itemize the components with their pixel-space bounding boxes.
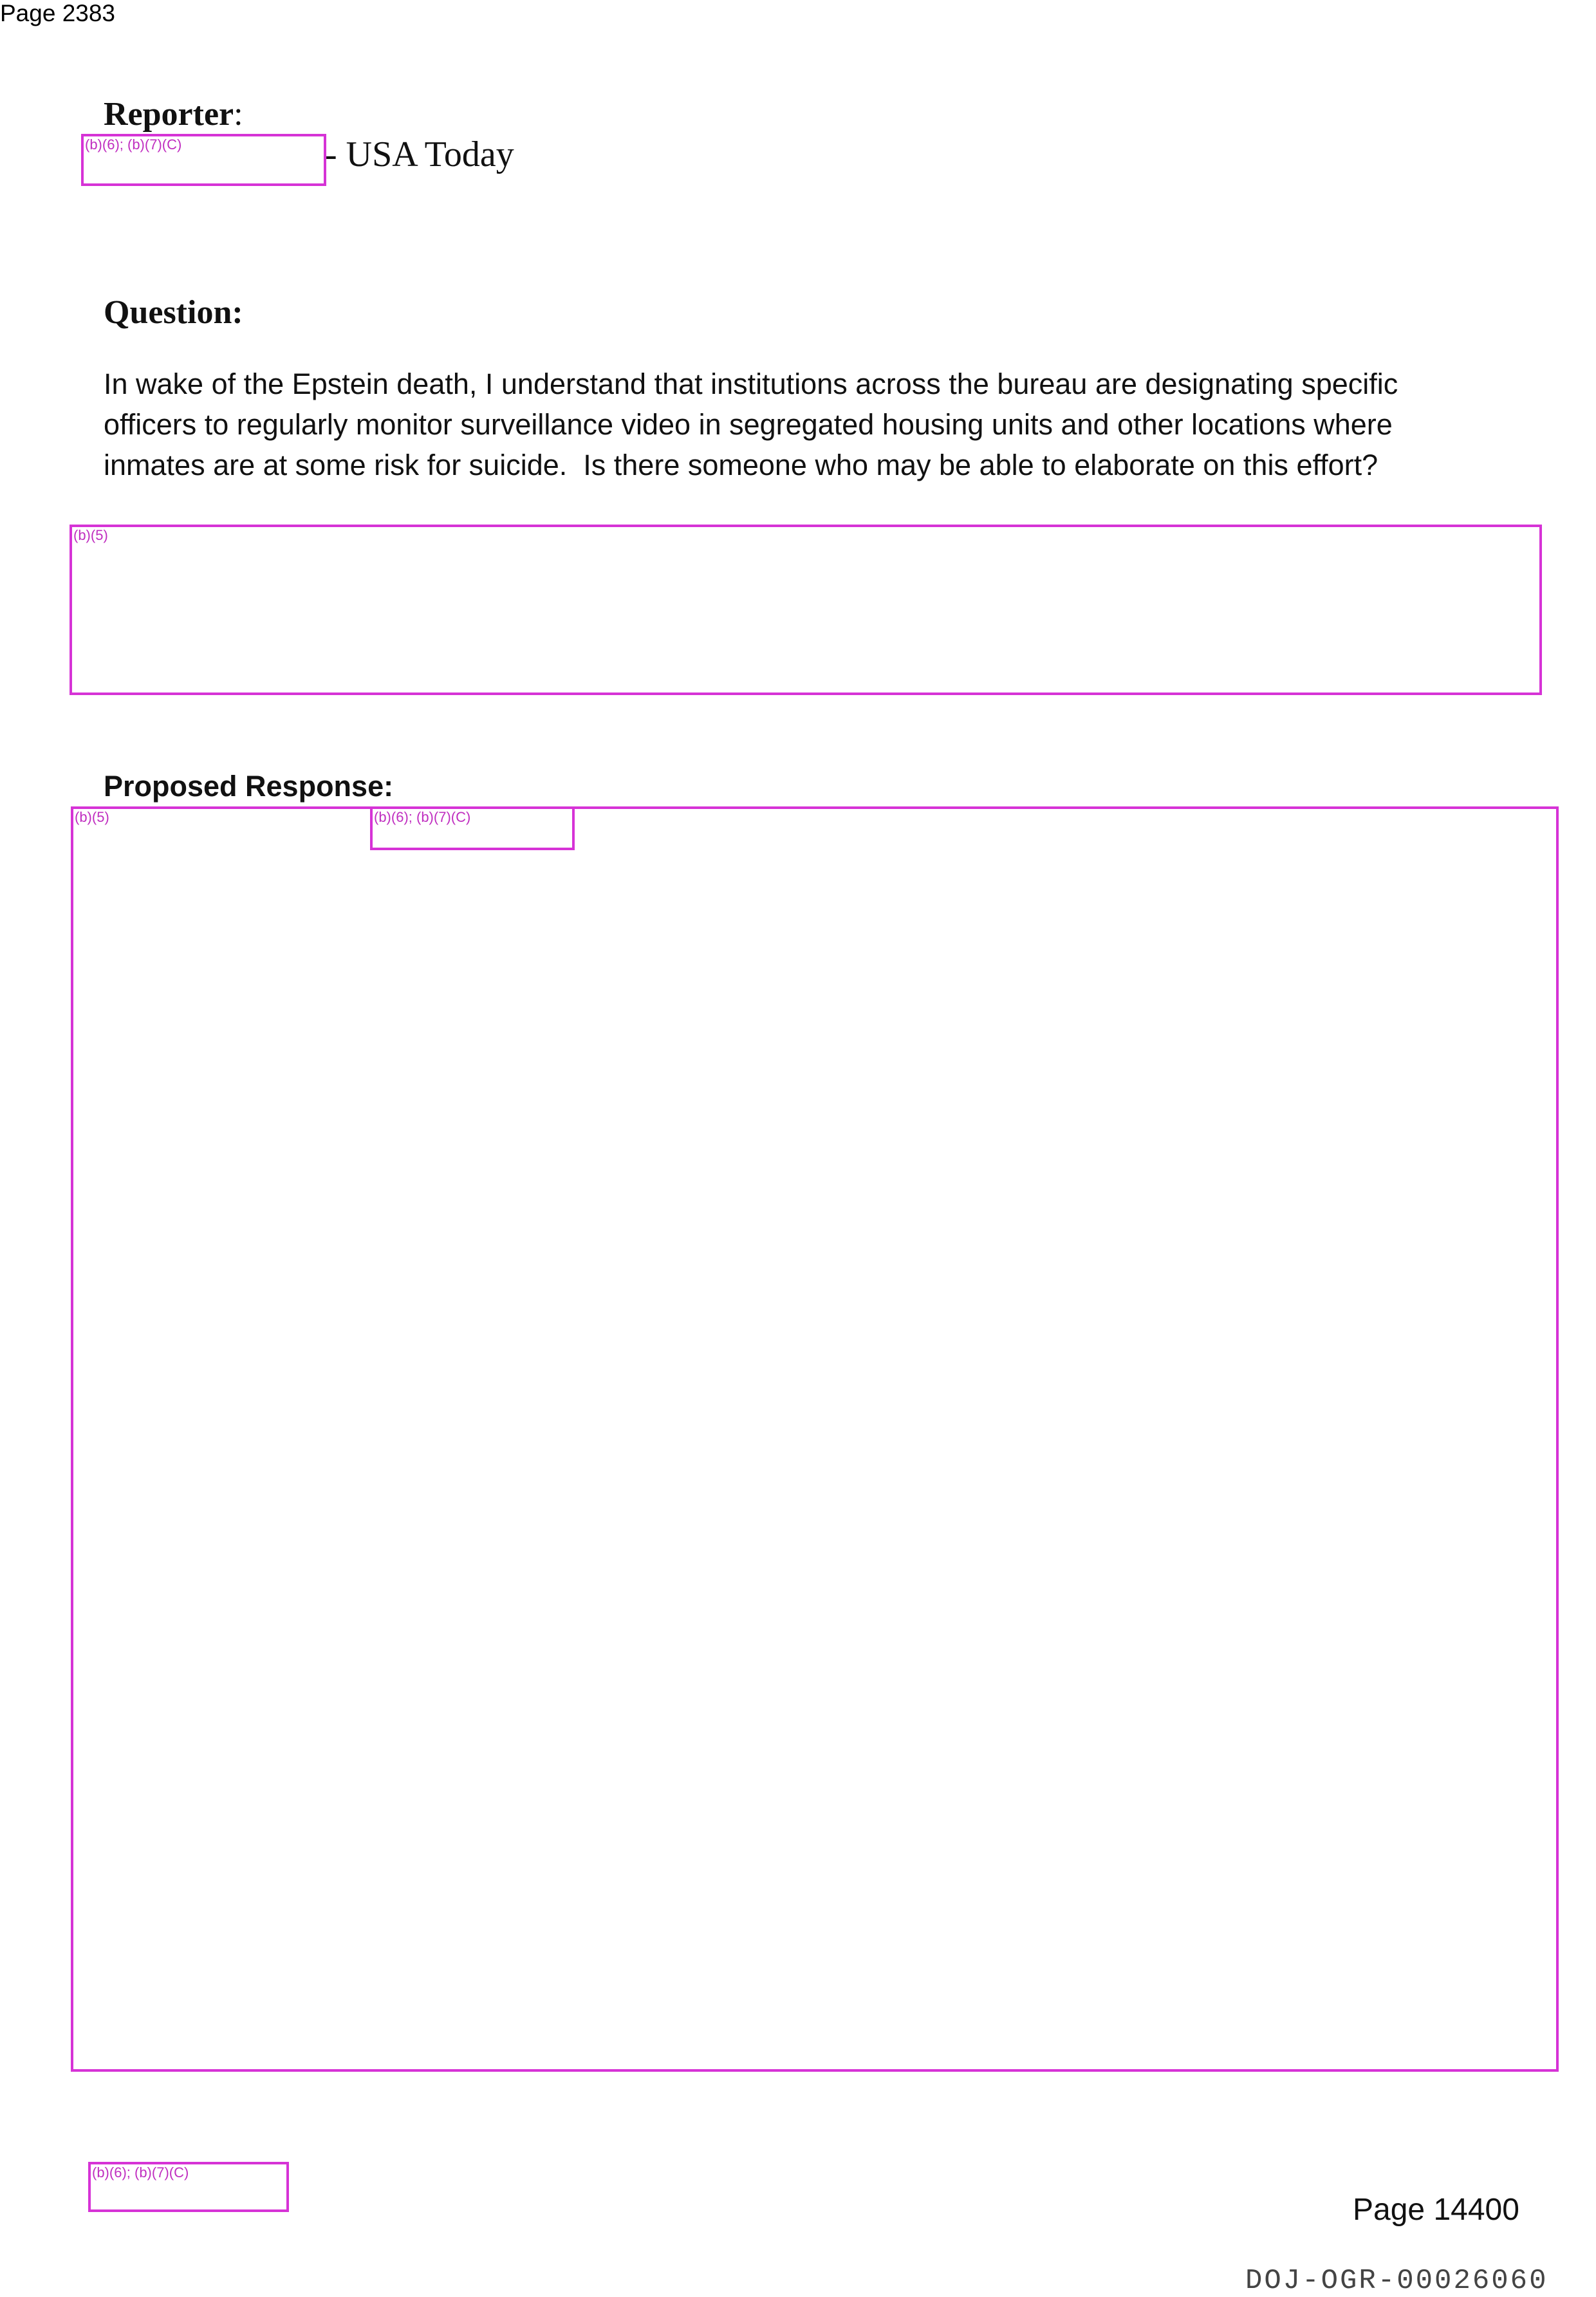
question-heading: Question: [104, 294, 243, 331]
redaction-code: (b)(6); (b)(7)(C) [92, 2164, 189, 2181]
question-line-1: In wake of the Epstein death, I understand that institutions across the bureau are designating specific [104, 367, 1398, 400]
redaction-code: (b)(5) [75, 809, 109, 825]
question-line-2: officers to regularly monitor surveillance video in segregated housing units and other locations where [104, 408, 1393, 441]
page-number-top: Page 2383 [0, 0, 116, 26]
question-text [104, 364, 1552, 485]
reporter-heading [104, 95, 243, 133]
reporter-heading-colon: : [234, 96, 243, 133]
reporter-outlet: - USA Today [325, 135, 514, 174]
redaction-code: (b)(5) [73, 527, 108, 543]
reporter-heading-label: Reporter [104, 96, 234, 133]
redaction-question-b5 [70, 525, 1542, 695]
page-number-bottom: Page 14400 [1353, 2193, 1519, 2227]
redaction-reporter-name [81, 134, 326, 186]
redaction-footer-name [88, 2162, 289, 2212]
redaction-proposed-response-b5 [71, 806, 1559, 2072]
question-line-3: inmates are at some risk for suicide. Is there someone who may be able to elaborate on this effort? [104, 449, 1378, 481]
redaction-code: (b)(6); (b)(7)(C) [374, 809, 471, 825]
bates-number: DOJ-OGR-00026060 [1245, 2265, 1548, 2297]
redaction-code: (b)(6); (b)(7)(C) [85, 136, 182, 153]
proposed-response-heading: Proposed Response: [104, 770, 394, 803]
redaction-proposed-response-name [370, 806, 575, 850]
